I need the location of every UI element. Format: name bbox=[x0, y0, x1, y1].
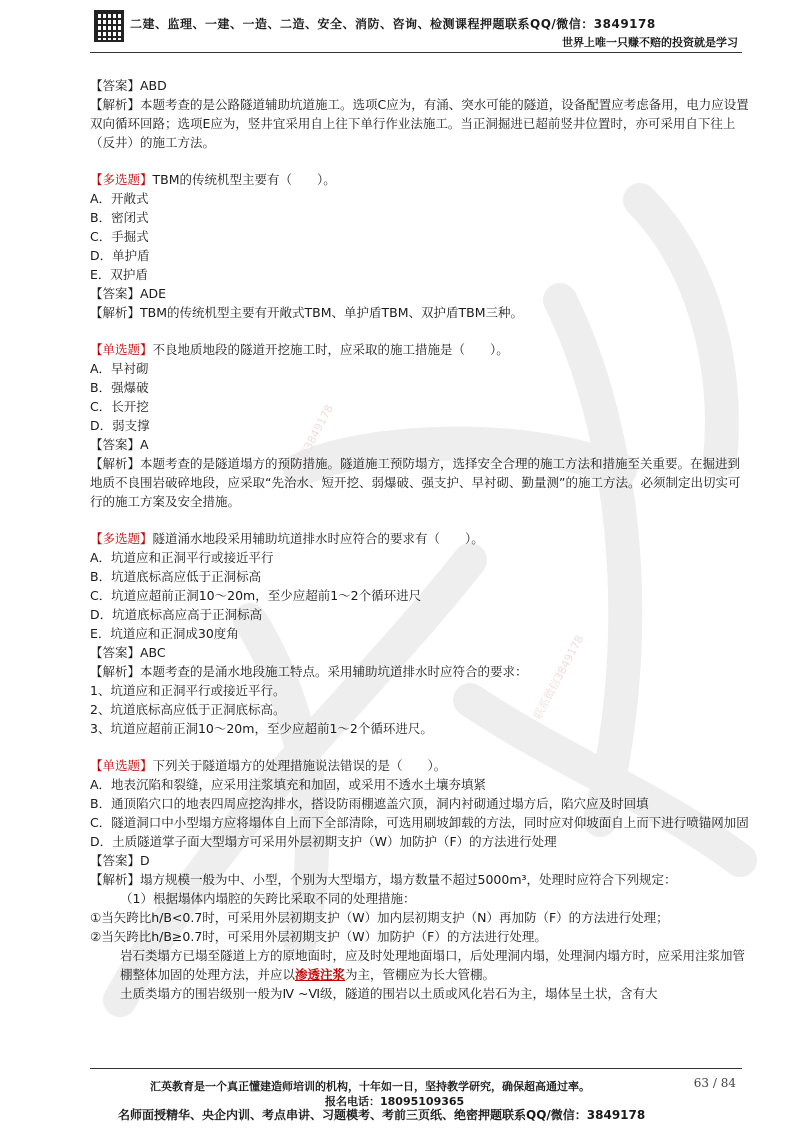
q3-stem: 隧道涌水地段采用辅助坑道排水时应符合的要求有（ ）。 bbox=[152, 531, 484, 546]
question-4 bbox=[90, 756, 750, 775]
q2-option-b: B．强爆破 bbox=[90, 380, 149, 395]
footer-divider bbox=[90, 1068, 742, 1069]
q2-option-d: D．弱支撑 bbox=[90, 418, 150, 433]
q1-answer: 【答案】ADE bbox=[90, 286, 167, 301]
footer-phone: 报名电话：18095109365 bbox=[325, 1095, 465, 1108]
q2-option-c: C．长开挖 bbox=[90, 399, 149, 414]
q4-option-b: B．通顶陷穴口的地表四周应挖沟排水，搭设防雨棚遮盖穴顶，洞内衬砌通过塌方后，陷穴应及时回填 bbox=[90, 796, 649, 811]
q4-rock-highlight: 渗透注浆 bbox=[295, 967, 346, 982]
q3-point-1: 1、坑道应和正洞平行或接近平行。 bbox=[90, 683, 286, 698]
q0-analysis: 【解析】本题考查的是公路隧道辅助坑道施工。选项C应为，有涌、突水可能的隧道，设备配置应考虑备用，电力应设置双向循环回路；选项E应为，竖井宜采用自上往下单行作业法施工。当正洞掘进已超前竖井位置时，亦可采用自下往上（反井）的施工方法。 bbox=[90, 97, 749, 150]
q3-option-c: C．坑道应超前正洞10～20m，至少应超前1～2个循环进尺 bbox=[90, 588, 422, 603]
q2-type-tag: 【单选题】 bbox=[90, 342, 153, 357]
q3-point-2: 2、坑道底标高应低于正洞底标高。 bbox=[90, 702, 286, 717]
q4-analysis: 【解析】塌方规模一般为中、小型，个别为大型塌方，塌方数量不超过5000m³，处理时应符合下列规定： bbox=[90, 872, 677, 887]
q4-answer: 【答案】D bbox=[90, 853, 150, 868]
watermark-text-1: 微信3849178 bbox=[291, 402, 336, 472]
q0-answer: 【答案】ABD bbox=[90, 78, 167, 93]
q1-analysis: 【解析】TBM的传统机型主要有开敞式TBM、单护盾TBM、双护盾TBM三种。 bbox=[90, 305, 523, 320]
q4-rock-pre: 岩石类塌方已塌至隧道上方的原地面时，应及时处理地面塌口，后处理洞内塌，处理洞内塌方时，应采用注浆加管棚整体加固的处理方法，并应以 bbox=[120, 948, 746, 982]
footer-tagline: 汇英教育是一个真正懂建造师培训的机构，十年如一日，坚持教学研究，确保超高通过率。 bbox=[150, 1080, 590, 1093]
question-1 bbox=[90, 170, 750, 189]
q3-option-e: E．坑道应和正洞成30度角 bbox=[90, 626, 239, 641]
q1-option-d: D．单护盾 bbox=[90, 248, 150, 263]
q3-option-d: D．坑道底标高应高于正洞标高 bbox=[90, 607, 263, 622]
q4-option-c: C．隧道洞口中小型塌方应将塌体自上而下全部清除，可选用刷坡卸载的方法，同时应对仰坡面自上而下进行喷锚网加固 bbox=[90, 815, 749, 830]
q4-sub-1a: ①当矢跨比h/B<0.7时，可采用外层初期支护（W）加内层初期支护（N）再加防（F）的方法进行处理； bbox=[90, 910, 669, 925]
footer-promo: 名师面授精华、央企内训、考点串讲、习题模考、考前三页纸、绝密押题联系QQ/微信：3849178 bbox=[118, 1108, 646, 1122]
watermark-text-2: 联系微信3849178 bbox=[531, 633, 587, 722]
question-3 bbox=[90, 529, 750, 548]
page-number: 63 / 84 bbox=[693, 1076, 736, 1090]
q4-rock-paragraph bbox=[90, 946, 750, 984]
q2-stem: 不良地质地段的隧道开挖施工时，应采取的施工措施是（ ）。 bbox=[152, 342, 509, 357]
q4-stem: 下列关于隧道塌方的处理措施说法错误的是（ ）。 bbox=[152, 758, 447, 773]
q4-rock-post: 为主，管棚应为长大管棚。 bbox=[345, 967, 496, 982]
qr-code-icon bbox=[94, 10, 124, 42]
q4-type-tag: 【单选题】 bbox=[90, 758, 153, 773]
q4-soil-paragraph: 土质类塌方的围岩级别一般为Ⅳ ~Ⅵ级，隧道的围岩以土质或风化岩石为主，塌体呈土状，含有大 bbox=[120, 986, 658, 1001]
q3-option-a: A．坑道应和正洞平行或接近平行 bbox=[90, 550, 274, 565]
q3-type-tag: 【多选题】 bbox=[90, 531, 153, 546]
q4-option-a: A．地表沉陷和裂缝，应采用注浆填充和加固，或采用不透水土壤夯填紧 bbox=[90, 777, 487, 792]
q3-point-3: 3、坑道应超前正洞10～20m，至少应超前1～2个循环进尺。 bbox=[90, 721, 433, 736]
q2-analysis: 【解析】本题考查的是隧道塌方的预防措施。隧道施工预防塌方，选择安全合理的施工方法和措施至关重要。在掘进到地质不良围岩破碎地段，应采取“先治水、短开挖、弱爆破、强支护、早衬砌、勤量测”的施工方法。必须制定出切实可行的施工方案及安全措施。 bbox=[90, 456, 741, 509]
q3-option-b: B．坑道底标高应低于正洞标高 bbox=[90, 569, 262, 584]
q4-option-d: D．土质隧道掌子面大型塌方可采用外层初期支护（W）加防护（F）的方法进行处理 bbox=[90, 834, 557, 849]
q1-option-a: A．开敞式 bbox=[90, 191, 149, 206]
q3-analysis: 【解析】本题考查的是涌水地段施工特点。采用辅助坑道排水时应符合的要求： bbox=[90, 664, 528, 679]
q4-sub-1b: ②当矢跨比h/B≥0.7时，可采用外层初期支护（W）加防护（F）的方法进行处理。 bbox=[90, 929, 547, 944]
header-slogan: 世界上唯一只赚不赔的投资就是学习 bbox=[562, 36, 738, 49]
q1-option-b: B．密闭式 bbox=[90, 210, 149, 225]
header-title: 二建、监理、一建、一造、二造、安全、消防、咨询、检测课程押题联系QQ/微信：3849178 bbox=[130, 17, 656, 31]
q1-option-c: C．手掘式 bbox=[90, 229, 149, 244]
q1-stem: TBM的传统机型主要有（ ）。 bbox=[152, 172, 336, 187]
header-divider bbox=[90, 52, 742, 53]
q2-answer: 【答案】A bbox=[90, 437, 149, 452]
q3-answer: 【答案】ABC bbox=[90, 645, 166, 660]
question-2 bbox=[90, 340, 750, 359]
page-content bbox=[90, 76, 750, 1003]
q2-option-a: A．早衬砌 bbox=[90, 361, 149, 376]
q4-sub-1: （1）根据塌体内塌腔的矢跨比采取不同的处理措施： bbox=[120, 891, 416, 906]
q1-type-tag: 【多选题】 bbox=[90, 172, 153, 187]
q1-option-e: E．双护盾 bbox=[90, 267, 148, 282]
